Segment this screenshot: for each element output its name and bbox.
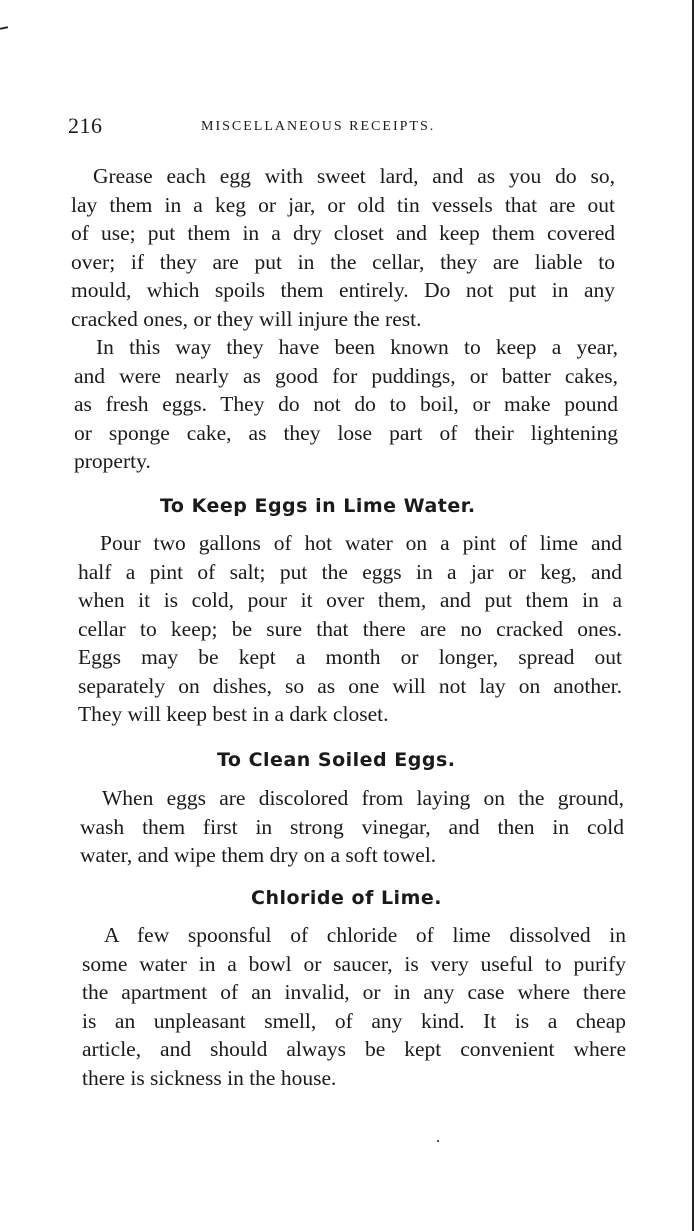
text-line: lay them in a keg or jar, or old tin vessels that are out — [71, 192, 615, 217]
text-line: property. — [74, 449, 151, 473]
text-line: when it is cold, pour it over them, and put them in a — [78, 588, 622, 612]
text-line: In this way they have been known to keep a year, — [96, 335, 618, 359]
section-heading-chloride-lime: Chloride of Lime. — [251, 887, 442, 909]
text-line: cellar to keep; be sure that there are no cracked ones. — [78, 616, 622, 641]
paragraph-chloride-lime — [82, 921, 626, 1092]
section-heading-lime-water: To Keep Eggs in Lime Water. — [160, 495, 476, 517]
text-line: or sponge cake, as they lose part of their lightening — [74, 420, 618, 445]
paragraph-lime-water — [78, 529, 622, 729]
text-line: as fresh eggs. They do not do to boil, or make pound — [74, 392, 618, 416]
text-line: cracked ones, or they will injure the rest. — [71, 306, 422, 331]
text-line: of use; put them in a dry closet and keep them covered — [71, 221, 615, 245]
text-line: Pour two gallons of hot water on a pint of lime and — [100, 531, 622, 555]
page-edge — [692, 0, 694, 1231]
text-line: is an unpleasant smell, of any kind. It is a cheap — [82, 1008, 626, 1033]
page-number: 216 — [68, 113, 103, 138]
paragraph-keeping-duration — [74, 333, 618, 476]
text-line: mould, which spoils them entirely. Do not put in any — [71, 278, 615, 302]
text-line: A few spoonsful of chloride of lime dissolved in — [104, 923, 626, 947]
text-line: there is sickness in the house. — [82, 1065, 337, 1090]
section-heading-clean-eggs: To Clean Soiled Eggs. — [217, 749, 456, 771]
page-header — [68, 113, 628, 143]
text-line: wash them first in strong vinegar, and then in cold — [80, 814, 624, 839]
paragraph-lard-storage — [71, 162, 615, 333]
text-line: and were nearly as good for puddings, or batter cakes, — [74, 363, 618, 388]
text-line: some water in a bowl or saucer, is very useful to purify — [82, 951, 626, 976]
scan-mark — [0, 26, 8, 30]
text-line: over; if they are put in the cellar, they are liable to — [71, 249, 615, 274]
text-line: When eggs are discolored from laying on the ground, — [102, 786, 624, 810]
text-line: water, and wipe them dry on a soft towel. — [80, 843, 437, 867]
running-head: MISCELLANEOUS RECEIPTS. — [201, 119, 436, 134]
text-line: half a pint of salt; put the eggs in a jar or keg, and — [78, 559, 622, 584]
text-line: They will keep best in a dark closet. — [78, 702, 389, 726]
text-line: article, and should always be kept convenient where — [82, 1037, 626, 1061]
paragraph-clean-eggs — [80, 784, 624, 870]
text-line: the apartment of an invalid, or in any case where there — [82, 980, 626, 1004]
text-line: separately on dishes, so as one will not lay on another. — [78, 673, 622, 698]
ink-speck — [437, 1140, 439, 1142]
text-line: Eggs may be kept a month or longer, spread out — [78, 645, 622, 669]
text-line: Grease each egg with sweet lard, and as you do so, — [93, 164, 615, 188]
